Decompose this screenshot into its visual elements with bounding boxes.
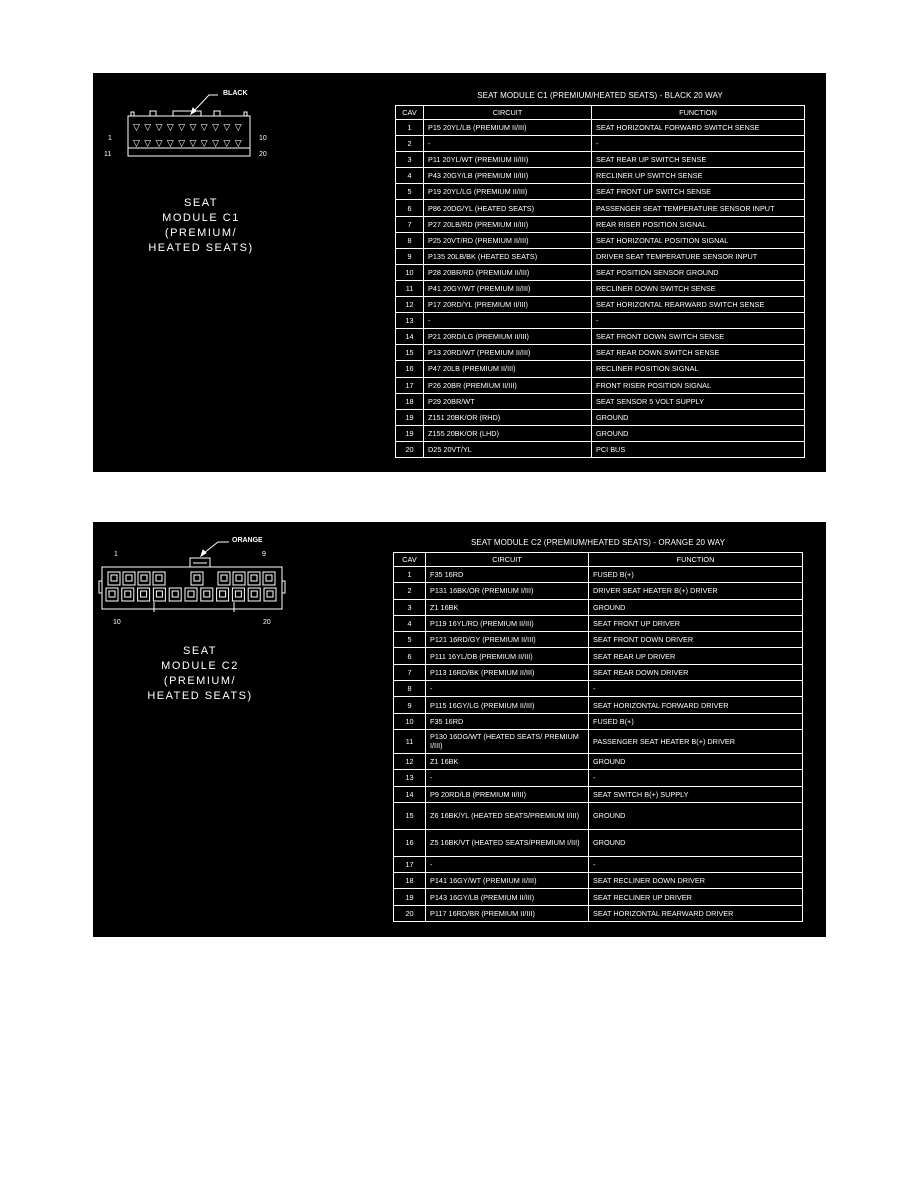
circuit-cell: P131 16BK/OR (PREMIUM I/III) [426,583,589,599]
column-header-circuit: CIRCUIT [424,106,592,120]
function-cell: GROUND [592,409,805,425]
table-row [394,905,803,921]
cav-cell: 18 [394,873,426,889]
function-cell: SEAT HORIZONTAL REARWARD DRIVER [589,905,803,921]
table-row [396,248,805,264]
circuit-cell: P13 20RD/WT (PREMIUM II/III) [424,345,592,361]
table-row [394,632,803,648]
cav-cell: 18 [396,393,424,409]
function-cell: RECLINER POSITION SIGNAL [592,361,805,377]
cav-cell: 17 [394,856,426,872]
function-cell: SEAT SWITCH B(+) SUPPLY [589,786,803,802]
circuit-cell: - [426,681,589,697]
function-cell: FRONT RISER POSITION SIGNAL [592,377,805,393]
circuit-cell: Z6 16BK/YL (HEATED SEATS/PREMIUM I/III) [426,802,589,829]
pin-label-bottom-left: 10 [113,619,121,626]
svg-text:▽: ▽ [166,123,174,133]
module-label-line: (PREMIUM/ [163,675,237,687]
module-label [131,196,271,256]
table-row [396,313,805,329]
table-row [394,829,803,856]
function-cell: SEAT REAR DOWN DRIVER [589,664,803,680]
table-row [396,377,805,393]
svg-text:▽: ▽ [234,123,242,133]
pin-label-bottom-left: 11 [104,151,112,158]
svg-text:▽: ▽ [133,139,140,149]
circuit-cell: Z1 16BK [426,753,589,769]
function-cell: GROUND [589,753,803,769]
table-row [394,567,803,583]
function-cell: PCI BUS [592,441,805,457]
module-label-line: MODULE C1 [162,212,240,224]
cav-cell: 8 [394,681,426,697]
table-row [394,786,803,802]
function-cell: SEAT HORIZONTAL FORWARD SWITCH SENSE [592,120,805,136]
function-cell: - [589,856,803,872]
function-cell: SEAT FRONT UP DRIVER [589,615,803,631]
module-label-line: (PREMIUM/ [164,227,238,239]
cav-cell: 10 [394,713,426,729]
function-cell: PASSENGER SEAT TEMPERATURE SENSOR INPUT [592,200,805,216]
function-cell: SEAT FRONT UP SWITCH SENSE [592,184,805,200]
function-cell: SEAT REAR UP SWITCH SENSE [592,152,805,168]
svg-text:▽: ▽ [223,123,231,133]
cav-cell: 13 [394,770,426,786]
function-cell: FUSED B(+) [589,567,803,583]
circuit-cell: P111 16YL/DB (PREMIUM II/III) [426,648,589,664]
table-row [394,648,803,664]
function-cell: GROUND [589,599,803,615]
cav-cell: 16 [396,361,424,377]
cav-cell: 6 [394,648,426,664]
table-row [394,681,803,697]
function-cell: SEAT POSITION SENSOR GROUND [592,264,805,280]
function-cell: GROUND [592,425,805,441]
table-row [396,152,805,168]
circuit-cell: P21 20RD/LG (PREMIUM II/III) [424,329,592,345]
cav-cell: 7 [396,216,424,232]
table-row [394,753,803,769]
cav-cell: 3 [394,599,426,615]
function-cell: SEAT REAR DOWN SWITCH SENSE [592,345,805,361]
cav-cell: 10 [396,264,424,280]
circuit-cell: P121 16RD/GY (PREMIUM II/III) [426,632,589,648]
circuit-cell: P130 16DG/WT (HEATED SEATS/ PREMIUM I/III) [426,729,589,753]
table-title: SEAT MODULE C2 (PREMIUM/HEATED SEATS) - ORANGE 20 WAY [470,538,726,547]
cav-cell: 19 [394,889,426,905]
circuit-cell: - [426,770,589,786]
table-row [396,345,805,361]
pin-label-top-right: 9 [262,551,266,558]
module-label-line: HEATED SEATS) [147,690,253,702]
cav-cell: 15 [394,802,426,829]
svg-text:▽: ▽ [166,139,174,149]
svg-text:▽: ▽ [144,139,152,149]
circuit-cell: - [424,313,592,329]
circuit-cell: P25 20VT/RD (PREMIUM II/III) [424,232,592,248]
table-row [396,361,805,377]
table-row [396,441,805,457]
table-row [394,583,803,599]
function-cell: PASSENGER SEAT HEATER B(+) DRIVER [589,729,803,753]
table-row [394,873,803,889]
function-cell: SEAT FRONT DOWN SWITCH SENSE [592,329,805,345]
svg-text:▽: ▽ [189,139,197,149]
connector-c1-diagram [123,87,263,157]
table-row [394,889,803,905]
table-row [396,280,805,296]
svg-text:▽: ▽ [155,139,163,149]
cav-cell: 15 [396,345,424,361]
cav-cell: 19 [396,425,424,441]
table-row [396,120,805,136]
pin-label-bottom-right: 20 [259,151,267,158]
circuit-cell: F35 16RD [426,567,589,583]
cav-cell: 4 [394,615,426,631]
cav-cell: 12 [396,297,424,313]
circuit-cell: P135 20LB/BK (HEATED SEATS) [424,248,592,264]
circuit-cell: P47 20LB (PREMIUM II/III) [424,361,592,377]
function-cell: RECLINER DOWN SWITCH SENSE [592,280,805,296]
module-label-line: MODULE C2 [161,660,239,672]
function-cell: SEAT RECLINER UP DRIVER [589,889,803,905]
pin-label-top-left: 1 [108,135,112,142]
svg-text:▽: ▽ [223,139,231,149]
svg-text:▽: ▽ [234,139,242,149]
function-cell: GROUND [589,829,803,856]
table-row [394,770,803,786]
table-row [396,136,805,152]
circuit-cell: P15 20YL/LB (PREMIUM II/III) [424,120,592,136]
circuit-cell: P115 16GY/LG (PREMIUM II/III) [426,697,589,713]
circuit-cell: - [424,136,592,152]
cav-cell: 6 [396,200,424,216]
cav-cell: 2 [394,583,426,599]
cav-cell: 7 [394,664,426,680]
function-cell: SEAT REAR UP DRIVER [589,648,803,664]
function-cell: FUSED B(+) [589,713,803,729]
svg-text:▽: ▽ [144,123,152,133]
cav-cell: 5 [394,632,426,648]
pin-label-top-left: 1 [114,551,118,558]
circuit-cell: D25 20VT/YL [424,441,592,457]
cav-cell: 19 [396,409,424,425]
svg-text:▽: ▽ [200,139,208,149]
column-header-cav: CAV [396,106,424,120]
cav-cell: 2 [396,136,424,152]
table-row [396,200,805,216]
module-label [130,644,270,704]
table-row [396,297,805,313]
cav-cell: 11 [394,729,426,753]
circuit-cell: Z151 20BK/OR (RHD) [424,409,592,425]
function-cell: SEAT HORIZONTAL FORWARD DRIVER [589,697,803,713]
cav-cell: 9 [396,248,424,264]
cav-cell: 20 [396,441,424,457]
module-label-line: SEAT [184,197,218,209]
function-cell: DRIVER SEAT TEMPERATURE SENSOR INPUT [592,248,805,264]
function-cell: SEAT FRONT DOWN DRIVER [589,632,803,648]
cav-cell: 4 [396,168,424,184]
cav-cell: 20 [394,905,426,921]
circuit-cell: P119 16YL/RD (PREMIUM II/III) [426,615,589,631]
circuit-cell: P86 20DG/YL (HEATED SEATS) [424,200,592,216]
table-row [396,168,805,184]
circuit-cell: P29 20BR/WT [424,393,592,409]
svg-text:▽: ▽ [155,123,163,133]
table-row [394,664,803,680]
table-row [396,264,805,280]
column-header-circuit: CIRCUIT [426,553,589,567]
table-row [396,216,805,232]
circuit-cell: P117 16RD/BR (PREMIUM II/III) [426,905,589,921]
function-cell: - [592,313,805,329]
table-row [396,329,805,345]
table-row [396,184,805,200]
circuit-cell: Z155 20BK/OR (LHD) [424,425,592,441]
circuit-cell: F35 16RD [426,713,589,729]
cav-cell: 12 [394,753,426,769]
cav-cell: 14 [394,786,426,802]
svg-text:▽: ▽ [200,123,208,133]
table-row [394,615,803,631]
table-row [396,393,805,409]
connector-color-callout: BLACK [223,90,248,97]
circuit-cell: P28 20BR/RD (PREMIUM II/III) [424,264,592,280]
connector-color-callout: ORANGE [232,537,263,544]
circuit-cell: P27 20LB/RD (PREMIUM II/III) [424,216,592,232]
table-row [394,713,803,729]
cav-cell: 16 [394,829,426,856]
column-header-function: FUNCTION [592,106,805,120]
svg-text:▽: ▽ [178,139,186,149]
module-label-line: HEATED SEATS) [148,242,254,254]
module-label-line: SEAT [183,645,217,657]
table-row [394,697,803,713]
column-header-cav: CAV [394,553,426,567]
connector-panel-c2 [93,522,826,937]
function-cell: SEAT RECLINER DOWN DRIVER [589,873,803,889]
function-cell: SEAT HORIZONTAL POSITION SIGNAL [592,232,805,248]
connector-panel-c1 [93,73,826,472]
cav-cell: 1 [394,567,426,583]
cav-cell: 8 [396,232,424,248]
function-cell: SEAT HORIZONTAL REARWARD SWITCH SENSE [592,297,805,313]
function-cell: - [592,136,805,152]
circuit-cell: P141 16GY/WT (PREMIUM II/III) [426,873,589,889]
table-row [396,425,805,441]
cav-cell: 17 [396,377,424,393]
table-row [396,409,805,425]
table-title: SEAT MODULE C1 (PREMIUM/HEATED SEATS) - BLACK 20 WAY [477,91,723,100]
function-cell: DRIVER SEAT HEATER B(+) DRIVER [589,583,803,599]
svg-text:▽: ▽ [189,123,197,133]
svg-text:▽: ▽ [133,123,140,133]
circuit-cell: - [426,856,589,872]
cav-cell: 1 [396,120,424,136]
pinout-table-c2 [393,552,803,922]
circuit-cell: P17 20RD/YL (PREMIUM II/III) [424,297,592,313]
cav-cell: 9 [394,697,426,713]
circuit-cell: P41 20GY/WT (PREMIUM II/III) [424,280,592,296]
circuit-cell: P26 20BR (PREMIUM II/III) [424,377,592,393]
svg-text:▽: ▽ [212,123,220,133]
pinout-table-c1 [395,105,805,458]
circuit-cell: Z5 16BK/VT (HEATED SEATS/PREMIUM I/III) [426,829,589,856]
circuit-cell: P143 16GY/LB (PREMIUM II/III) [426,889,589,905]
circuit-cell: P43 20GY/LB (PREMIUM II/III) [424,168,592,184]
function-cell: GROUND [589,802,803,829]
table-row [394,729,803,753]
cav-cell: 11 [396,280,424,296]
cav-cell: 3 [396,152,424,168]
function-cell: RECLINER UP SWITCH SENSE [592,168,805,184]
pin-label-bottom-right: 20 [263,619,271,626]
table-row [396,232,805,248]
table-row [394,802,803,829]
cav-cell: 5 [396,184,424,200]
svg-text:▽: ▽ [178,123,186,133]
column-header-function: FUNCTION [589,553,803,567]
function-cell: - [589,681,803,697]
function-cell: - [589,770,803,786]
table-row [394,599,803,615]
circuit-cell: P9 20RD/LB (PREMIUM II/III) [426,786,589,802]
pin-label-top-right: 10 [259,135,267,142]
table-row [394,856,803,872]
circuit-cell: Z1 16BK [426,599,589,615]
circuit-cell: P113 16RD/BK (PREMIUM II/III) [426,664,589,680]
cav-cell: 14 [396,329,424,345]
svg-text:▽: ▽ [212,139,220,149]
connector-c2-diagram [98,536,283,616]
circuit-cell: P11 20YL/WT (PREMIUM II/III) [424,152,592,168]
function-cell: SEAT SENSOR 5 VOLT SUPPLY [592,393,805,409]
function-cell: REAR RISER POSITION SIGNAL [592,216,805,232]
circuit-cell: P19 20YL/LG (PREMIUM II/III) [424,184,592,200]
cav-cell: 13 [396,313,424,329]
